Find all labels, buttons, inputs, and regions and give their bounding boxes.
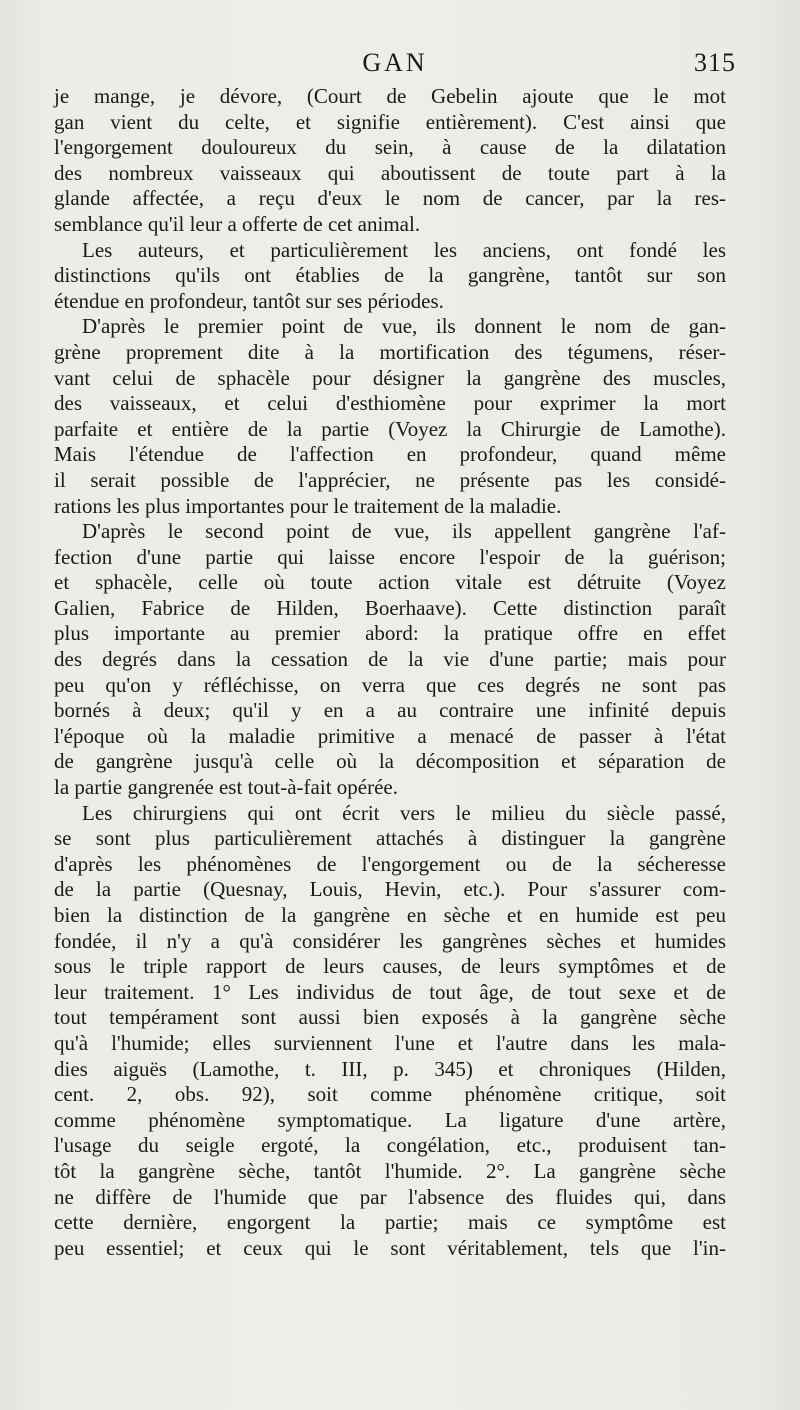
running-head xyxy=(54,48,736,84)
text-line: l'engorgement douloureux du sein, à cause de la dilatation xyxy=(54,135,726,160)
text-line: grène proprement dite à la mortification des tégumens, réser- xyxy=(54,339,726,364)
text-line: bornés à deux; qu'il y en a au contraire une infinité depuis xyxy=(54,698,726,723)
text-line: fection d'une partie qui laisse encore l'espoir de la guérison; xyxy=(54,544,726,569)
text-line: dies aiguës (Lamothe, t. III, p. 345) et chroniques (Hilden, xyxy=(54,1056,726,1081)
text-line: rations les plus importantes pour le traitement de la maladie. xyxy=(54,493,562,518)
text-line: l'époque où la maladie primitive a menacé de passer à l'état xyxy=(54,723,726,748)
text-line: gan vient du celte, et signifie entièrement). C'est ainsi que xyxy=(54,109,726,134)
text-line: D'après le second point de vue, ils appellent gangrène l'af- xyxy=(82,519,726,544)
text-line: il serait possible de l'apprécier, ne présente pas les considé- xyxy=(54,467,726,492)
text-line: ne diffère de l'humide que par l'absence des fluides qui, dans xyxy=(54,1184,726,1209)
text-line: l'usage du seigle ergoté, la congélation, etc., produisent tan- xyxy=(54,1133,726,1158)
text-line: qu'à l'humide; elles surviennent l'une et l'autre dans les mala- xyxy=(54,1030,726,1055)
text-line: sous le triple rapport de leurs causes, de leurs symptômes et de xyxy=(54,954,726,979)
page-number: 315 xyxy=(694,48,736,77)
text-line: de gangrène jusqu'à celle où la décomposition et séparation de xyxy=(54,749,726,774)
body-text xyxy=(54,84,726,1261)
text-line: se sont plus particulièrement attachés à distinguer la gangrène xyxy=(54,826,726,851)
text-line: cette dernière, engorgent la partie; mais ce symptôme est xyxy=(54,1210,726,1235)
text-line: peu qu'on y réfléchisse, on verra que ces degrés ne sont pas xyxy=(54,672,726,697)
text-line: des vaisseaux, et celui d'esthiomène pour exprimer la mort xyxy=(54,391,726,416)
text-line: vant celui de sphacèle pour désigner la gangrène des muscles, xyxy=(54,365,726,390)
text-line: cent. 2, obs. 92), soit comme phénomène critique, soit xyxy=(54,1082,726,1107)
text-line: je mange, je dévore, (Court de Gebelin ajoute que le mot xyxy=(54,84,726,108)
text-line: peu essentiel; et ceux qui le sont véritablement, tels que l'in- xyxy=(54,1235,726,1260)
text-line: parfaite et entière de la partie (Voyez la Chirurgie de Lamothe). xyxy=(54,416,726,441)
text-line: Les auteurs, et particulièrement les anciens, ont fondé les xyxy=(82,237,726,262)
text-line: de la partie (Quesnay, Louis, Hevin, etc.). Pour s'assurer com- xyxy=(54,877,726,902)
text-line: étendue en profondeur, tantôt sur ses périodes. xyxy=(54,288,444,313)
text-line: leur traitement. 1° Les individus de tout âge, de tout sexe et de xyxy=(54,979,726,1004)
text-line: plus importante au premier abord: la pratique offre en effet xyxy=(54,621,726,646)
text-line: glande affectée, a reçu d'eux le nom de cancer, par la res- xyxy=(54,186,726,211)
running-title: GAN xyxy=(362,48,428,77)
text-line: des nombreux vaisseaux qui aboutissent de toute part à la xyxy=(54,160,726,185)
text-line: la partie gangrenée est tout-à-fait opérée. xyxy=(54,775,398,800)
text-line: comme phénomène symptomatique. La ligature d'une artère, xyxy=(54,1107,726,1132)
text-line: Mais l'étendue de l'affection en profondeur, quand même xyxy=(54,442,726,467)
text-line: des degrés dans la cessation de la vie d'une partie; mais pour xyxy=(54,647,726,672)
text-line: Galien, Fabrice de Hilden, Boerhaave). Cette distinction paraît xyxy=(54,595,726,620)
text-line: tôt la gangrène sèche, tantôt l'humide. 2°. La gangrène sèche xyxy=(54,1158,726,1183)
text-line: et sphacèle, celle où toute action vitale est détruite (Voyez xyxy=(54,570,726,595)
text-line: tout tempérament sont aussi bien exposés à la gangrène sèche xyxy=(54,1005,726,1030)
text-line: distinctions qu'ils ont établies de la gangrène, tantôt sur son xyxy=(54,263,726,288)
text-line: semblance qu'il leur a offerte de cet animal. xyxy=(54,211,421,236)
text-line: bien la distinction de la gangrène en sèche et en humide est peu xyxy=(54,903,726,927)
text-line: fondée, il n'y a qu'à considérer les gangrènes sèches et humides xyxy=(54,928,726,953)
text-line: d'après les phénomènes de l'engorgement ou de la sécheresse xyxy=(54,851,726,876)
text-line: Les chirurgiens qui ont écrit vers le milieu du siècle passé, xyxy=(82,800,726,825)
text-line: D'après le premier point de vue, ils donnent le nom de gan- xyxy=(82,314,726,339)
